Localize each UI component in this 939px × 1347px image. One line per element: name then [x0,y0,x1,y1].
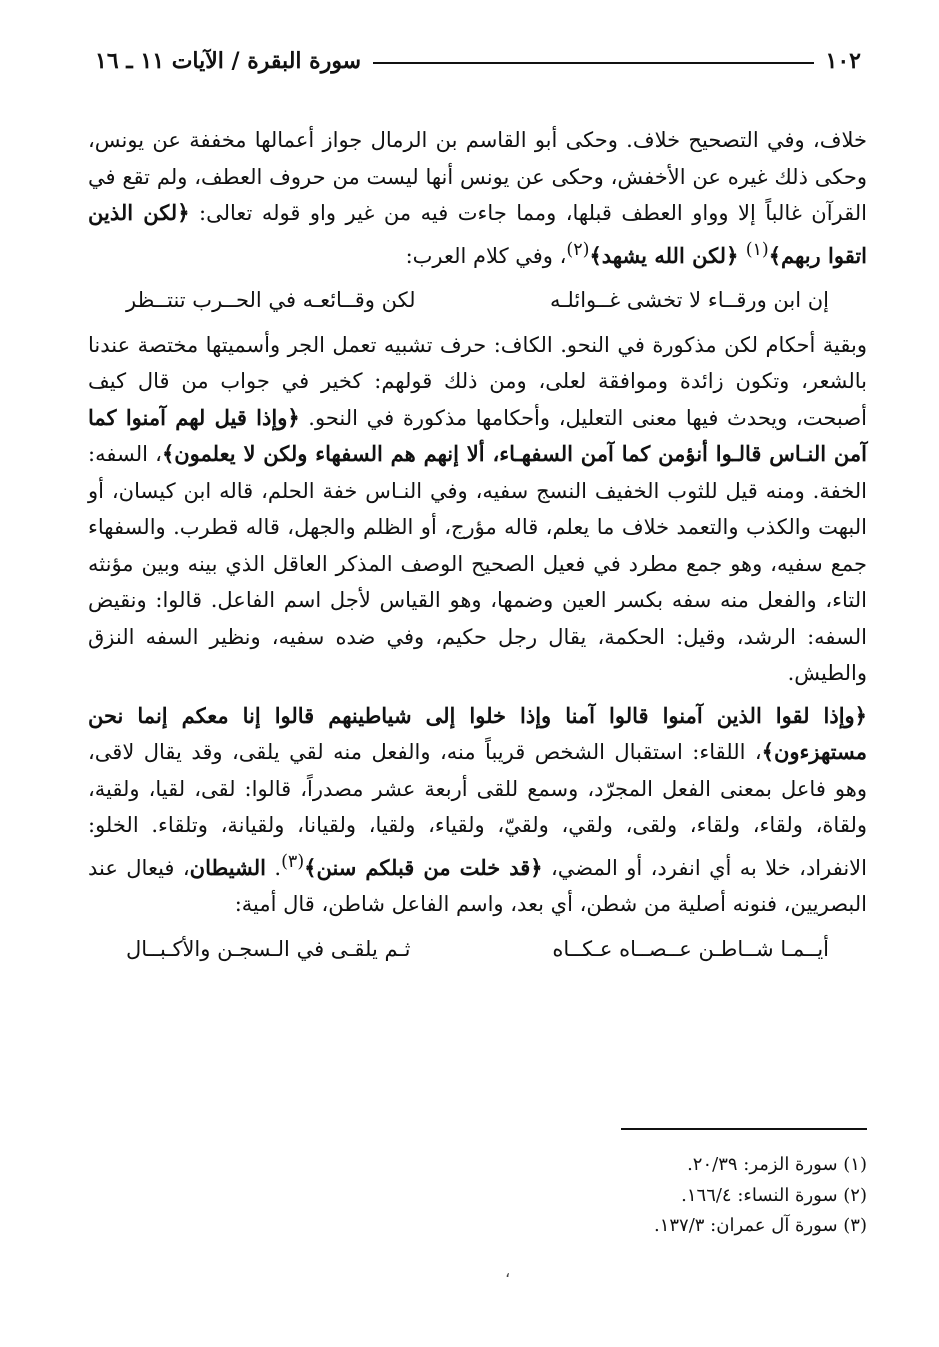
paragraph-2-text-b: ، السفه: الخفة. ومنه قيل للثوب الخفيف النسج سفيه، وفي النـاس خفة الحلم، قاله ابن كيسان، أو البهت والكذب والتعمد خلاف ما يعلم، قاله مؤرج، أو الظلم والجهل، قاله قطرب. والسفهاء جمع سفيه، وهو جمع مطرد في فعيل الصحيح الوصف المذكر العاقل الذي بينه وبين مؤنثه التاء، والفعل منه سفه بكسر العين وضمها، وهو القياس لأجل اسم الفاعل. قالوا: ونقيض السفه: الرشد، وقيل: الحكمة، يقال رجل حكيم، وفي ضده سفيه، ونظير السفه النزق والطيش. [88,442,867,685]
footnote-ref-3: (٣) [281,851,305,872]
paragraph-1-text-b: ، وفي كلام العرب: [405,243,567,268]
verse-1-first-hemistich: إن ابن ورقــاء لا تخشى غــوائلـه [550,288,829,312]
quran-verse-2-14: ﴿وإذا لقوا الذين آمنوا قالوا آمنا وإذا خلوا إلى شياطينهم قالوا إنا معكم إنما نحن مستهزءون﴾ [88,702,867,764]
paragraph-3-text-c: ، فيعال عند البصريين، فنونه أصلية من شطن، أي بعد، واسم الفاعل شاطن، قال أمية: [88,855,867,916]
poetry-verse-2 [126,931,829,968]
page-header [95,40,861,74]
paragraph-3-text-a: ، اللقاء: استقبال الشخص قريباً منه، والفعل منه لقي يلقى، وقد يقال لاقى، وهو فاعل بمعنى الفعل المجرّد، وسمع للقى أربعة عشر مصدراً، قالوا: لقى، لقيا، ولقية، ولقاة، ولقاء، ولقاء، ولقى، ولقي، ولقيّ، ولقياء، ولقيا، ولقيانا، ولقيانة، وتلقاء. الخلو: الانفراد، خلا به أي انفرد، أو المضي، [88,740,867,880]
footnote-3: (٣) سورة آل عمران: ١٣٧/٣. [653,1215,867,1236]
header-rule [373,62,813,64]
paragraph-1-text-a: خلاف، وفي التصحيح خلاف. وحكى أبو القاسم بن الرمال جواز أعمالها مخففة عن يونس، وحكى ذلك غيره عن الأخفش، وحكى عن يونس أنها ليست من حروف العطف، ولم تقع في القرآن غالباً إلا وواو العطف قبلها، ومما جاءت فيه من غير واو قوله تعالى: [88,128,867,225]
quran-verse-2-13: ﴿وإذا قيل لهم آمنوا كما آمن النـاس قالـوا أنؤمن كما آمن السفهـاء، ألا إنهم هم السفهاء ولكن لا يعلمون﴾ [88,404,867,466]
scan-mark: ، [505,1262,511,1281]
quran-quote-1: ﴿لكن الذين اتقوا ربهم﴾ [88,200,867,268]
quran-quote-3: ﴿قد خلت من قبلكم سنن﴾ [304,854,543,880]
verse-2-second-hemistich: ثـم يلقـى في الـسجـن والأكـبــال [126,936,411,961]
paragraph-2 [88,327,867,692]
poetry-verse-1 [126,282,829,319]
footnotes [300,1150,867,1242]
paragraph-3 [88,698,867,923]
paragraph-2-text-a: وبقية أحكام لكن مذكورة في النحو. الكاف: حرف تشبيه تعمل الجر وأسميتها مختصة عندنا بالشعر، وتكون زائدة وموافقة لعلى، ومن ذلك قولهم: كخير في جواب من قال كيف أصبحت، ويحدث فيها معنى التعليل، وأحكامها مذكورة في النحو. [88,332,867,430]
verse-1-second-hemistich: لكن وقــائعـه في الحــرب تنتــظر [126,288,416,312]
page-number: ١٠٢ [825,48,861,74]
verse-2-first-hemistich: أيــمـا شــاطـن عــصــاه عـكــاه [552,936,829,961]
quran-quote-2: ﴿لكن الله يشهد﴾ [589,242,746,268]
footnote-2: (٢) سورة النساء: ١٦٦/٤. [681,1184,867,1206]
paragraph-3-text-b: . [266,855,282,880]
main-text [88,122,867,975]
paragraph-1 [88,122,867,274]
footnote-1: (١) سورة الزمر: ٢٠/٣٩. [687,1154,867,1175]
footnote-ref-1: (١) [745,239,769,260]
footnote-separator [621,1128,867,1130]
footnote-ref-2: (٢) [566,239,590,260]
term-shaytan: الشيطان [189,854,266,880]
running-title: سورة البقرة / الآيات ١١ ـ ١٦ [95,48,362,74]
